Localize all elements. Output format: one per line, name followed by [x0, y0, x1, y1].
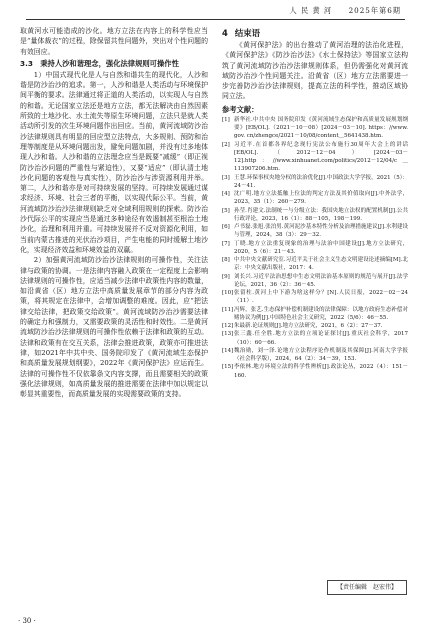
reference-number: [4] [222, 191, 230, 198]
conclusion-paragraph: 《黄河保护法》的出台推动了黄河治理的法治化进程，《黄河保护法》《防沙治沙法》《水土保持法》等国家立法构筑了黄河流域防沙治沙法律规则体系，但仍需强化对黄河流域防沙治沙个性问题关注。沿黄省（区）地方立法需要进一步完善防沙治沙法律规则，提高立法的科学性，推动区域协同立法。 [222, 41, 408, 101]
reference-number: [13] [222, 331, 234, 338]
reference-number: [2] [222, 141, 230, 148]
reference-text: 中共中央文献研究室.习近平关于社会主义生态文明建设论述摘编[M].北京：中央文献出版社，2017：4. [234, 257, 408, 272]
section-3-3-title: 3.3 秉持人沙和谐理念，强化法律规则可操作性 [20, 58, 179, 68]
reference-item [222, 190, 408, 207]
reference-item [222, 223, 408, 240]
reference-item [222, 207, 408, 224]
reference-number: [10] [222, 290, 234, 297]
reference-item [222, 141, 408, 174]
reference-number: [11] [222, 306, 234, 313]
reference-number: [7] [222, 240, 230, 247]
section-title: 结束语 [234, 28, 260, 38]
reference-item [222, 347, 408, 364]
reference-text: 刘长兴.习近平法治思想中生态文明法治基本原则的规范与展开[J].法学论坛，2021，36（2）：36－45. [234, 273, 408, 288]
reference-text: 张三鑫.任全胜.地方立法的立项论证探讨[J].重庆社会科学，2017（10）：60－66. [234, 331, 408, 346]
section-4-heading [222, 27, 408, 39]
right-column [222, 26, 408, 380]
left-column [20, 26, 208, 399]
reference-item [222, 289, 408, 306]
running-header [290, 6, 401, 16]
reference-list [222, 116, 408, 380]
reference-text: 冯辉，张艺.生态保护补偿机制建设的法律保障：以地方政府生态补偿对赌协议为例[J].中国特色社会主义研究，2022（5/6）：46－55. [234, 306, 408, 321]
reference-item [222, 174, 408, 191]
editor-credit-box: 【责任编辑 赵宏伟】 [327, 580, 407, 595]
journal-name: 人 民 黄 河 [289, 6, 333, 15]
reference-number: [14] [222, 347, 234, 354]
reference-text: 王慧.环保事权央地分权的法治优化[J].中国政法大学学报，2021（5）：24－41. [234, 174, 408, 189]
reference-item [222, 116, 408, 141]
references-title: 参考文献： [222, 104, 259, 114]
reference-text: 孙莹.肖建文.法制统一与分级立法：我国央地立法权的配置机制[J].公共行政评论，2023，16（1）：88－105，198－199. [234, 207, 408, 222]
reference-item [222, 256, 408, 273]
reference-text: 新华社.中共中央 国务院印发《黄河流域生态保护和高质量发展规划纲要》[EB/OL].（2021－10－08）[2024－03－10]. https：//www. gov. cn/zhengce/2021－10/08/content＿5641438.htm. [234, 116, 408, 140]
reference-text: 李依林.地方环境立法的科学性辨析[J].政法论丛，2022（4）：151－160. [234, 364, 408, 379]
reference-text: 沈广明.地方立法抵触上位法的判定方法及其价值取向[J].中外法学，2023，35（1）：260－279. [234, 191, 408, 206]
issue-label: 2025年第6期 [348, 6, 401, 15]
reference-number: [15] [222, 364, 234, 371]
reference-item [222, 330, 408, 347]
reference-text: 魏治勋，刘一泽.论地方立法程序论作机制及其保障[J].河南大学学报（社会科学版），2024，64（2）：34－39，153. [234, 347, 408, 363]
reference-number: [1] [222, 116, 230, 123]
reference-number: [9] [222, 273, 230, 280]
reference-item [222, 363, 408, 380]
reference-number: [3] [222, 174, 230, 181]
reference-text: 卢书磊.张旭.张泊男.黄河泥沙基本特性分析及治理措施建议[J].水利建设与管理，2024，38（3）：29－32. [234, 224, 408, 239]
section-number: 4 [222, 28, 228, 38]
reference-number: [6] [222, 224, 230, 231]
reference-number: [5] [222, 207, 230, 214]
reference-number: [8] [222, 257, 230, 264]
reference-text: 丁晓.地方立法重复现象的治理与法治中国建设[J].地方立法研究，2020，5（6）：21－43. [234, 240, 408, 255]
reference-text: 朱最新.论证规则[J].地方立法研究，2021，6（2）：27－37. [234, 323, 383, 330]
header-rule [26, 19, 405, 20]
page-number: · 30 · [18, 617, 36, 625]
body-paragraph: 2）加强黄河流域防沙治沙法律规则的可操作性，关注法律与政策的协调。一是法律内容融入政策在一定程度上会影响法律规则的可操作性，应适当减少法律中政策性内容的数量，如沿黄省（区）地方立法中高质量发展章节的部分内容为政策，将其规定在法律中，会增加调整的难度。因此，应“把法律交给法律，把政策交给政策”。黄河流域防沙治沙需要法律的确定力和强制力，又需要政策的灵活性和时效性。二是黄河流域防沙治沙法律规则的可操作性依赖于法律和政策的互动。法律和政策有在交互关系，法律会推进政策，政策亦可推进法律，如2021年中共中央、国务院印发了《黄河流域生态保护和高质量发展规划纲要》，2022年《黄河保护法》应运而生。法律的可操作性不仅依靠条文内容支撑，而且需要相关的政策强化法律规则，如高质量发展的推进需要在法律中加以规定以彰显其重要性，而高质量发展的实现需要政策的支持。 [20, 256, 208, 399]
reference-item [222, 273, 408, 290]
reference-number: [12] [222, 323, 234, 330]
body-paragraph: 1）中国式现代化是人与自然和谐共生的现代化，人沙和谐是防沙治沙的追求。第一，人沙和谐是人类活动与环境保护间平衡的要求。法律通过将正道的人类活动，以实现人与自然的和谐。无论国家立法还是地方立法，都无法解决由自然因素所致的土地沙化、水土流失等原生环境问题，立法只是就人类活动所引发的次生环境问题作出回应。当前，黄河流域防沙治沙法律规则具有明显的回应型立法特点，大多规则、预防和治理等制度是从环境问题出发，避免问题加剧，并没有过多地体现人沙和谐。人沙和谐的立法理念应当是既要“减缓”（即正视防沙治沙问题的严重性与紧迫性），又要“适应”（即认清土地沙化问题的客观性与真实性），防沙治沙与涉资源利用并举。第二，人沙和谐亦是对可持续发展的坚持。可持续发展通过谋求经济、环境、社会三者的平衡，以实现代际公平。当前，黄河流域防沙治沙法律规则缺乏对全域利用规则的探索。防沙治沙代际公平的实现应当是通过多种途径有效遏制甚至根治土地沙化，治理和利用并重。可持续发展并不反对资源化利用，如当前内蒙古推进的光伏治沙项目，产生电能的同时缓解土地沙化，实现经济效益和环境效益的双赢。 [20, 70, 208, 254]
reference-item [222, 306, 408, 323]
reference-text: 张留柱.黄河上中下游为啥这样分？[N].人民日报，2022－02－24（11）. [234, 290, 408, 305]
reference-item [222, 240, 408, 257]
reference-item [222, 322, 408, 330]
reference-text: 习近平.在首都各界纪念现行宪法公布施行30周年大会上的讲话[EB/OL].（2012－12－04）[2024－03－12].http：//www.xinhuanet.com/politics/2012－12/04/c＿113907206.htm. [234, 141, 408, 173]
continued-paragraph: 取黄河水可能造成的沙化。地方立法在内容上的科学性应当是“量体裁衣”的过程，除保留共性问题外，突出对个性问题的有效回应。 [20, 27, 208, 56]
